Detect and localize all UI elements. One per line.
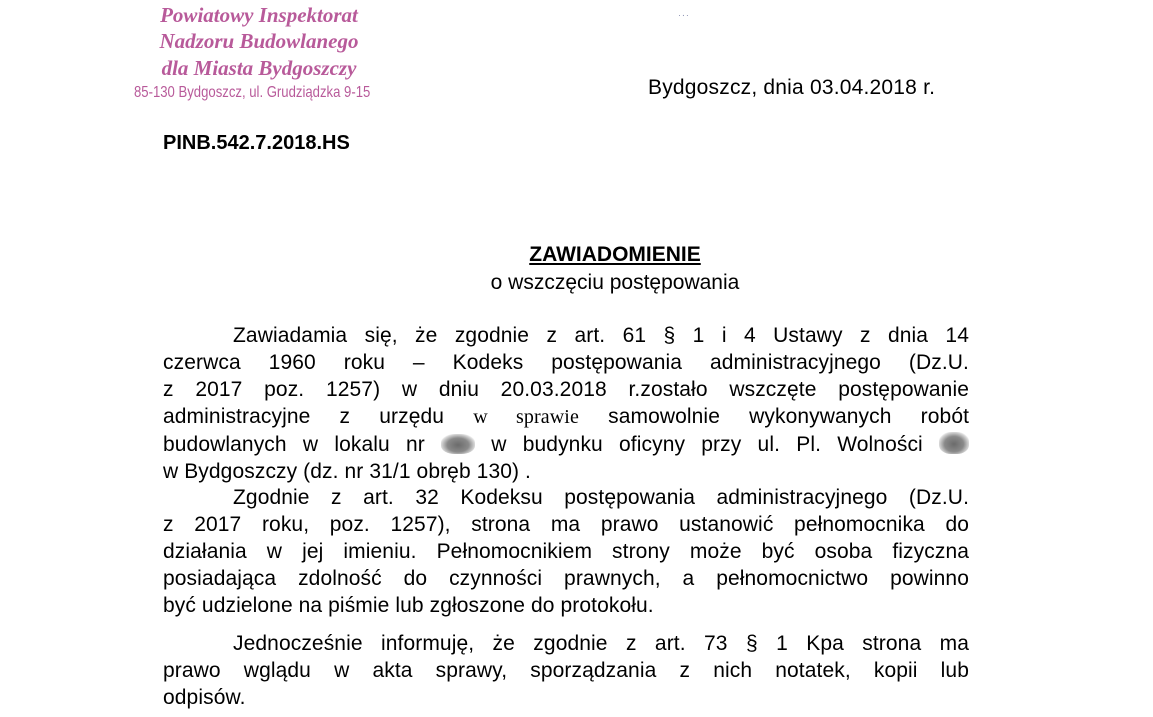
document-subtitle: o wszczęciu postępowania	[490, 271, 740, 294]
stamp-address: 85-130 Bydgoszcz, ul. Grudziądzka 9-15	[134, 84, 371, 101]
redaction-blot	[939, 432, 969, 454]
paragraph-line: prawo wglądu w akta sprawy, sporządzania z nich notatek, kopii lub	[163, 659, 969, 682]
paragraph-power-of-attorney	[163, 484, 969, 619]
text-fragment: w sprawie	[473, 406, 579, 428]
stamp-line-3: dla Miasta Bydgoszczy	[161, 56, 357, 80]
paragraph-access-to-files	[163, 630, 969, 711]
paragraph-line: w Bydgoszczy (dz. nr 31/1 obręb 130) .	[163, 460, 531, 483]
text-fragment: samowolnie wykonywanych robót	[608, 405, 970, 428]
paragraph-line: Jednocześnie informuję, że zgodnie z art. 73 § 1 Kpa strona ma	[233, 632, 969, 655]
paragraph-line: być udzielone na piśmie lub zgłoszone do protokołu.	[163, 594, 654, 617]
redaction-blot	[441, 434, 475, 454]
stamp-line-2: Nadzoru Budowlanego	[159, 29, 359, 53]
paragraph-notification	[163, 322, 969, 485]
stamp-line-1: Powiatowy Inspektorat	[160, 3, 358, 27]
office-stamp	[128, 2, 390, 104]
paragraph-line: odpisów.	[163, 686, 246, 709]
paragraph-line	[163, 431, 969, 458]
scan-speck: ·٠·	[678, 10, 689, 20]
paragraph-line: Zawiadamia się, że zgodnie z art. 61 § 1 i 4 Ustawy z dnia 14	[233, 324, 969, 347]
paragraph-line: posiadająca zdolność do czynności prawnych, a pełnomocnictwo powinno	[163, 567, 969, 590]
case-reference-number: PINB.542.7.2018.HS	[163, 132, 350, 154]
text-fragment: w budynku oficyny przy ul. Pl. Wolności	[491, 433, 923, 456]
text-fragment: administracyjne z urzędu	[163, 405, 445, 428]
paragraph-line: z 2017 roku, poz. 1257), strona ma prawo ustanowić pełnomocnika do	[163, 513, 969, 536]
paragraph-line	[163, 403, 969, 431]
paragraph-line: czerwca 1960 roku – Kodeks postępowania administracyjnego (Dz.U.	[163, 351, 969, 374]
document-title: ZAWIADOMIENIE	[529, 243, 701, 266]
paragraph-line: z 2017 poz. 1257) w dniu 20.03.2018 r.zostało wszczęte postępowanie	[163, 378, 969, 401]
document-date: Bydgoszcz, dnia 03.04.2018 r.	[648, 76, 936, 99]
paragraph-line: działania w jej imieniu. Pełnomocnikiem strony może być osoba fizyczna	[163, 540, 969, 563]
text-fragment: budowlanych w lokalu nr	[163, 433, 425, 456]
paragraph-line: Zgodnie z art. 32 Kodeksu postępowania administracyjnego (Dz.U.	[233, 486, 969, 509]
